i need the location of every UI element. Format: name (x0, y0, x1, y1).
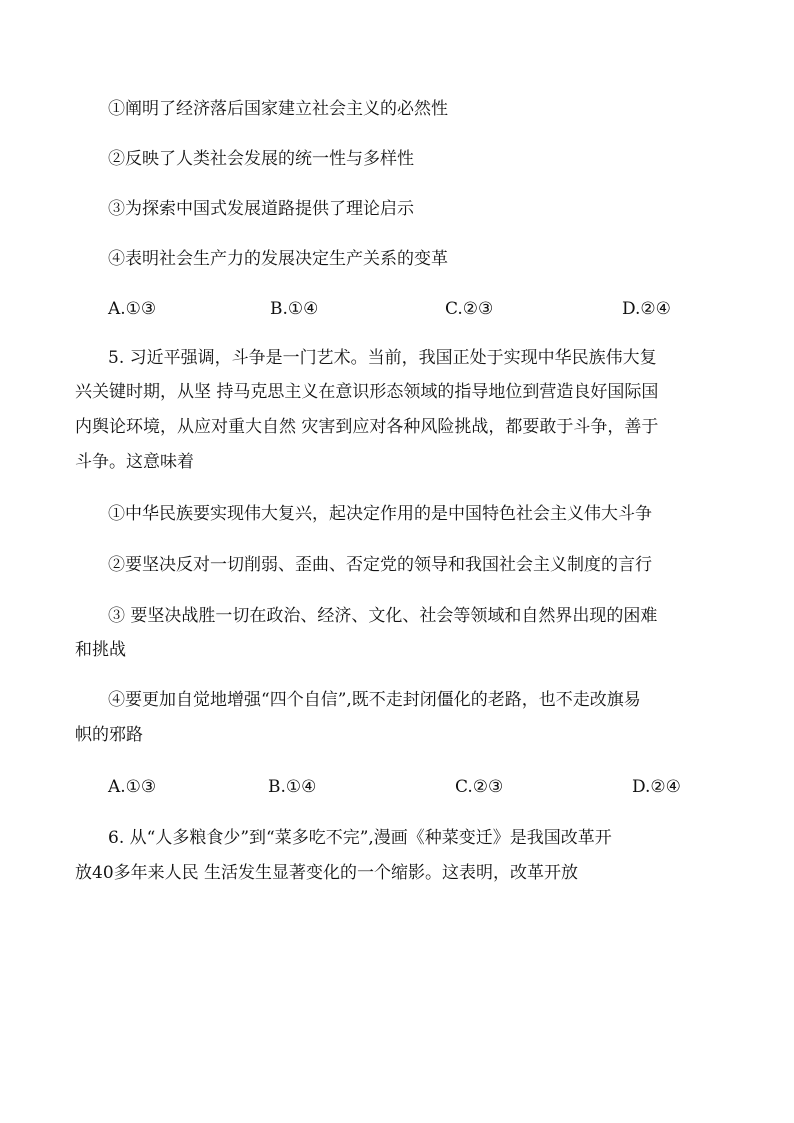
option-a: A.①③ (108, 299, 157, 319)
question-5-statement-3-line-1: ③ 要坚决战胜一切在政治、经济、文化、社会等领域和自然界出现的困难 (108, 606, 658, 626)
statement-1: ①阐明了经济落后国家建立社会主义的必然性 (108, 99, 448, 119)
question-5-stem-line-2: 兴关键时期，从坚 持马克思主义在意识形态领域的指导地位到营造良好国际国 (75, 382, 659, 402)
question-6-stem-line-2: 放40多年来人民 生活发生显著变化的一个缩影。这表明，改革开放 (75, 863, 579, 883)
question-5-stem-line-3: 内舆论环境，从应对重大自然 灾害到应对各种风险挑战，都要敢于斗争，善于 (75, 417, 659, 437)
statement-3: ③为探索中国式发展道路提供了理论启示 (108, 199, 414, 219)
option-d: D.②④ (622, 299, 671, 319)
question-5-statement-1: ①中华民族要实现伟大复兴，起决定作用的是中国特色社会主义伟大斗争 (108, 504, 652, 524)
question-5-statement-2: ②要坚决反对一切削弱、歪曲、否定党的领导和我国社会主义制度的言行 (108, 555, 652, 575)
statement-4: ④表明社会生产力的发展决定生产关系的变革 (108, 249, 448, 269)
question-5-statement-4-line-1: ④要更加自觉地增强“四个自信”,既不走封闭僵化的老路，也不走改旗易 (108, 690, 641, 710)
option-b: B.①④ (270, 299, 319, 319)
question-5-option-a: A.①③ (108, 777, 157, 797)
question-5-statement-4-line-2: 帜的邪路 (75, 725, 143, 745)
question-5-statement-3-line-2: 和挑战 (75, 640, 126, 660)
question-5-stem-line-1: 5. 习近平强调，斗争是一门艺术。当前，我国正处于实现中华民族伟大复 (108, 348, 657, 368)
question-5-option-c: C.②③ (455, 777, 504, 797)
question-5-option-d: D.②④ (632, 777, 681, 797)
option-c: C.②③ (445, 299, 494, 319)
question-6-stem-line-1: 6. 从“人多粮食少”到“菜多吃不完”,漫画《种菜变迁》是我国改革开 (108, 828, 612, 848)
question-5-option-b: B.①④ (268, 777, 317, 797)
question-5-stem-line-4: 斗争。这意味着 (75, 452, 194, 472)
statement-2: ②反映了人类社会发展的统一性与多样性 (108, 149, 414, 169)
